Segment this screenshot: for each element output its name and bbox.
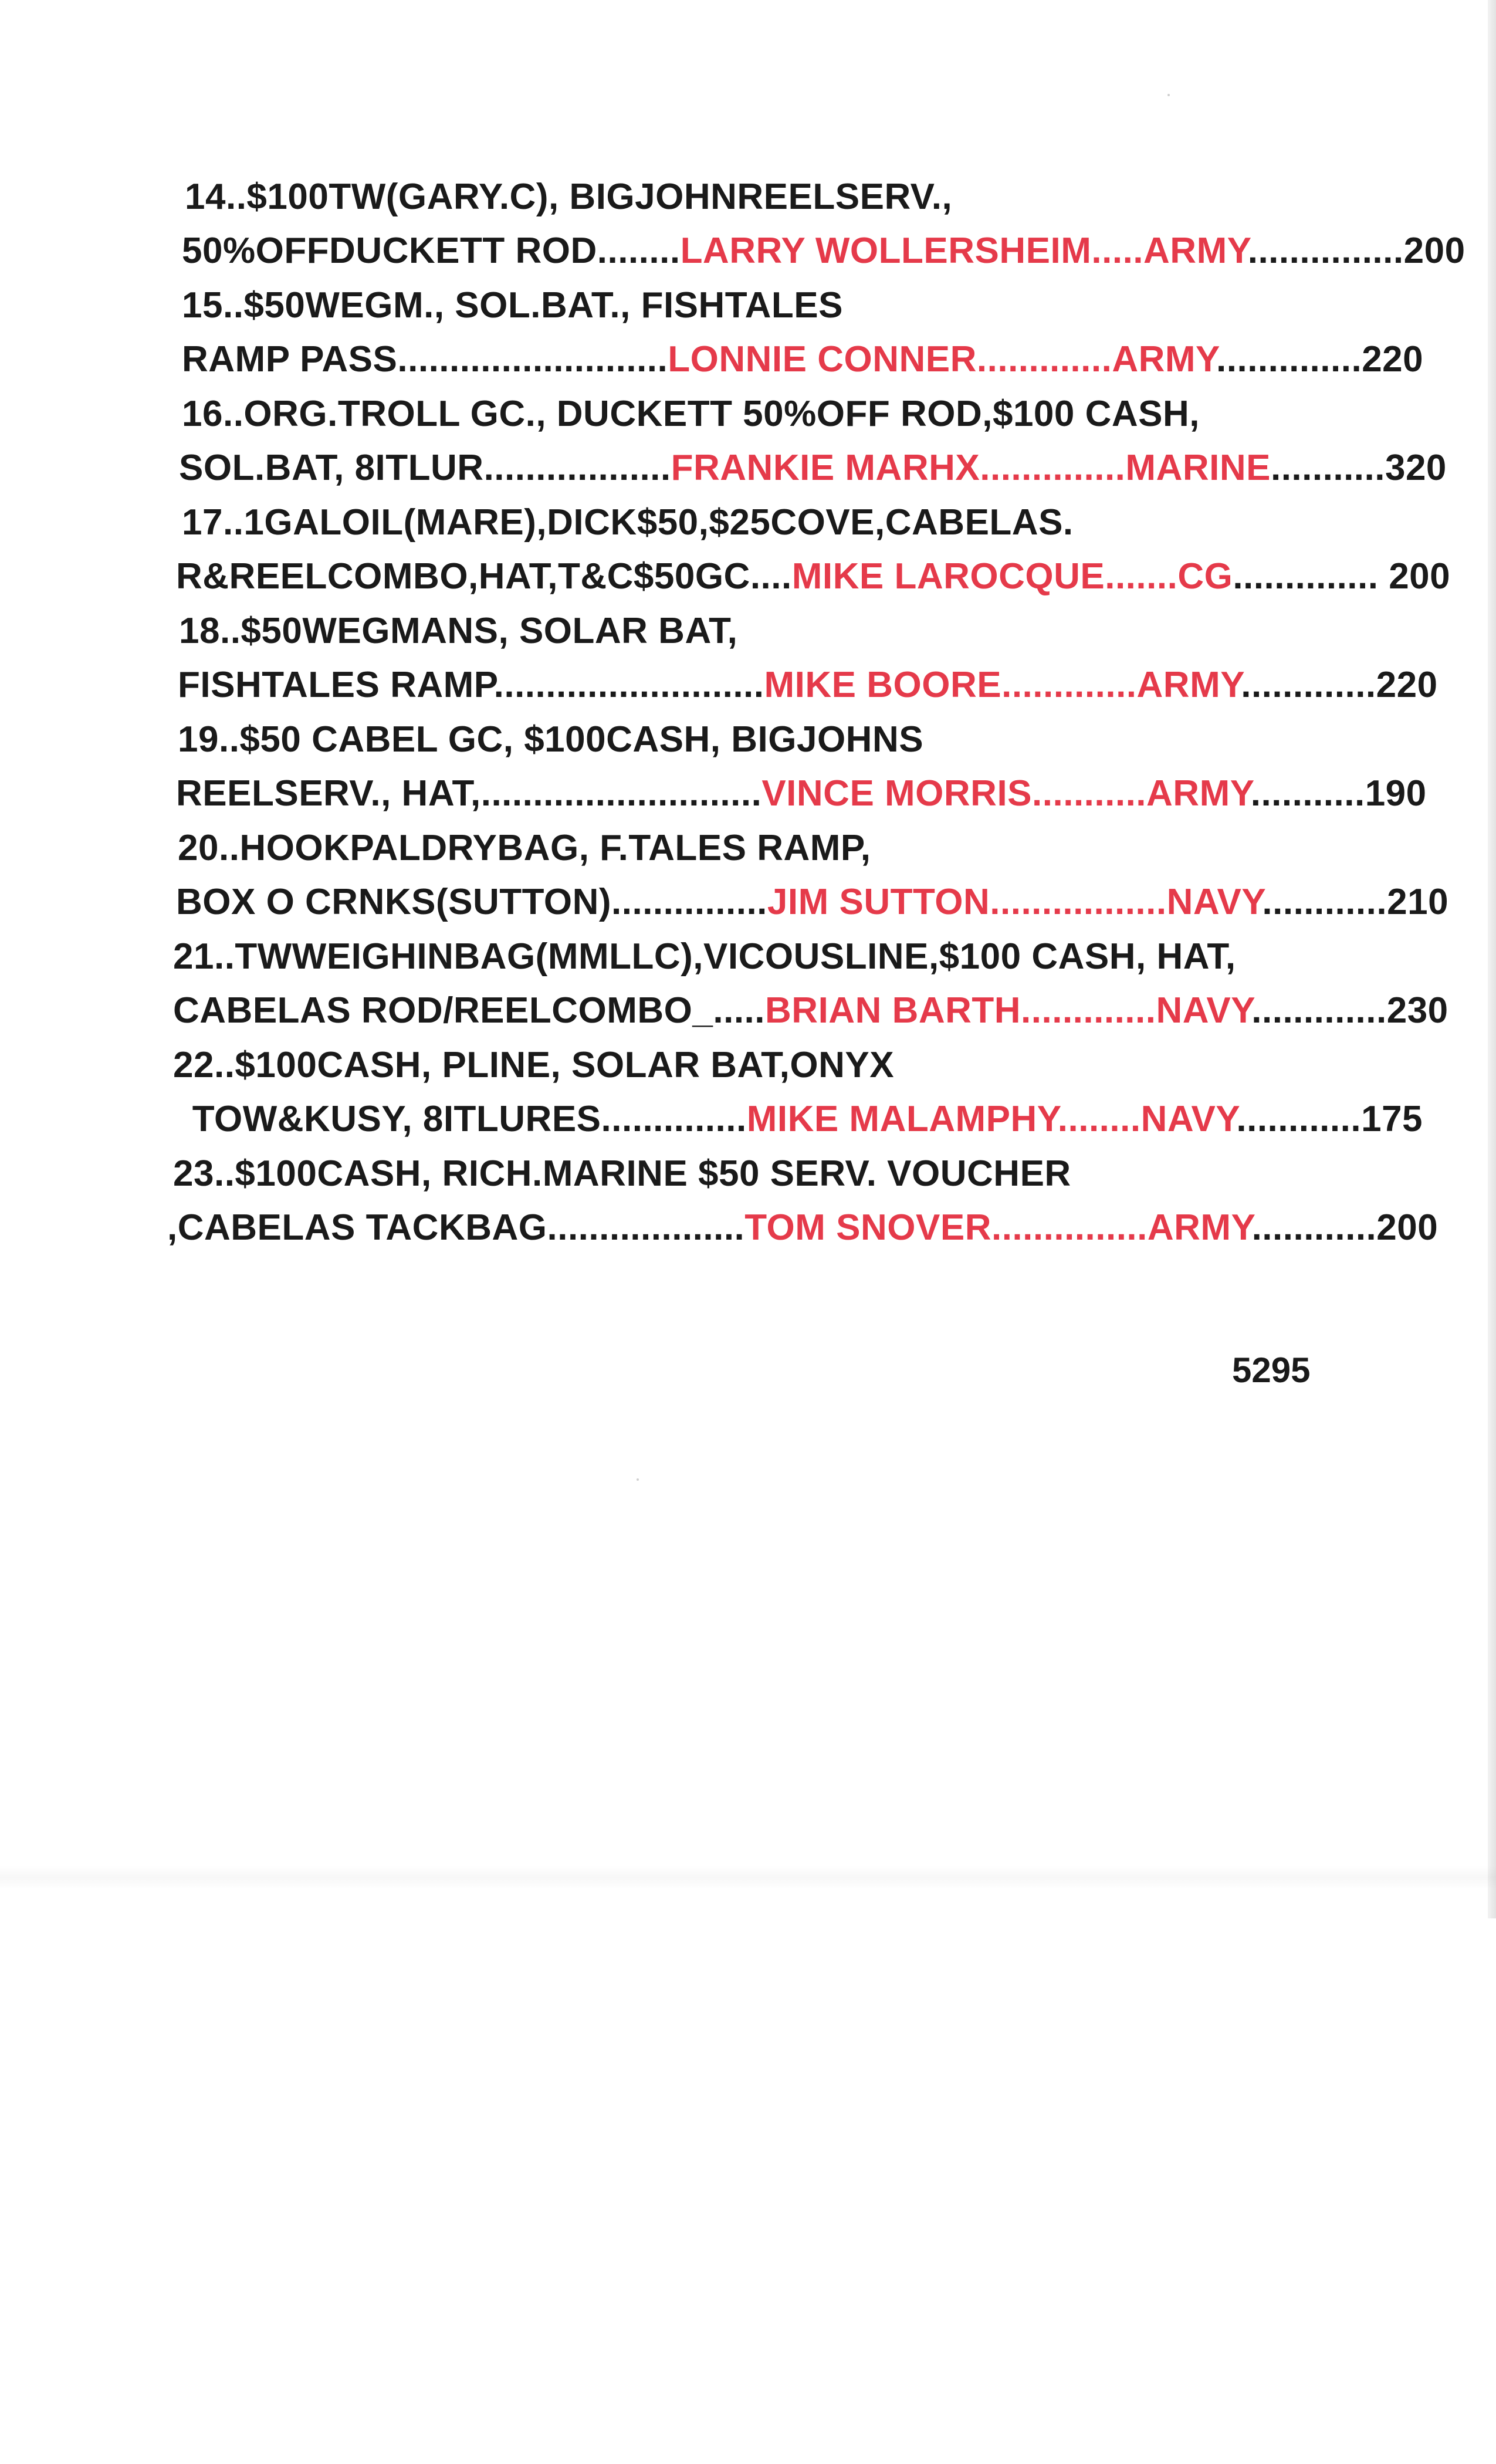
winner-separator: ........... (1032, 773, 1147, 814)
leader-dots: ............ (1236, 1099, 1362, 1139)
entry-winner-line (176, 556, 1450, 598)
military-branch: ARMY (1147, 1207, 1252, 1248)
winner-name: MIKE BOORE (764, 665, 1002, 705)
entry-winner-line (182, 339, 1423, 381)
entry-prize-continuation: R&REELCOMBO,HAT,T&C$50GC.... (176, 556, 792, 597)
entry-winner-line (176, 773, 1427, 815)
entry-winner-line (182, 230, 1465, 272)
points-value: 200 (1389, 556, 1451, 597)
leader-dots: ........... (1270, 448, 1385, 488)
entry-prize-continuation: CABELAS ROD/REELCOMBO_..... (173, 990, 766, 1031)
winner-name: LARRY WOLLERSHEIM (680, 231, 1092, 271)
entry-winner-line (167, 1207, 1438, 1249)
entry-winner-line (173, 990, 1448, 1032)
winner-name: JIM SUTTON (767, 882, 990, 922)
winner-name: VINCE MORRIS (761, 773, 1033, 814)
entry-prize-line: 16..ORG.TROLL GC., DUCKETT 50%OFF ROD,$100 CASH, (182, 394, 1200, 434)
entry-prize-line: 22..$100CASH, PLINE, SOLAR BAT,ONYX (173, 1045, 895, 1085)
military-branch: NAVY (1156, 990, 1252, 1031)
points-value: 220 (1362, 339, 1424, 380)
points-value: 200 (1403, 231, 1465, 271)
entry-winner-line (178, 664, 1438, 706)
scan-edge (1488, 0, 1496, 1918)
leader-dots: .............. (1233, 556, 1389, 597)
leader-dots: ............. (1241, 665, 1376, 705)
winner-separator: ........ (1057, 1099, 1141, 1139)
entry-winner-line (182, 1098, 1423, 1140)
winner-name: MIKE LAROCQUE (791, 556, 1105, 597)
entry-prize-line: 17..1GALOIL(MARE),DICK$50,$25COVE,CABELAS. (182, 502, 1074, 543)
winner-separator: .............. (980, 448, 1126, 488)
entry-prize-continuation: BOX O CRNKS(SUTTON)............... (176, 882, 767, 922)
entry-prize-continuation: RAMP PASS.......................... (182, 339, 668, 380)
points-total: 5295 (1232, 1351, 1311, 1390)
military-branch: ARMY (1112, 339, 1217, 380)
entry-prize-line: 14..$100TW(GARY.C), BIGJOHNREELSERV., (185, 177, 953, 217)
winner-separator: ............... (991, 1207, 1148, 1248)
entry-prize-line: 21..TWWEIGHINBAG(MMLLC),VICOUSLINE,$100 CASH, HAT, (173, 936, 1236, 977)
military-branch: NAVY (1166, 882, 1263, 922)
winner-separator: ....... (1105, 556, 1178, 597)
entry-prize-line: 20..HOOKPALDRYBAG, F.TALES RAMP, (178, 828, 871, 868)
points-value: 210 (1387, 882, 1449, 922)
winner-name: LONNIE CONNER (668, 339, 977, 380)
scan-fold-shadow (0, 1866, 1496, 1889)
points-value: 175 (1361, 1099, 1423, 1139)
leader-dots: ............ (1262, 882, 1387, 922)
entry-prize-continuation: FISHTALES RAMP.......................... (178, 665, 764, 705)
winner-separator: ............. (976, 339, 1112, 380)
entry-winner-line (176, 881, 1448, 923)
winner-separator: ..... (1091, 231, 1144, 271)
points-value: 190 (1365, 773, 1427, 814)
entry-prize-continuation: 50%OFFDUCKETT ROD........ (182, 231, 681, 271)
leader-dots: ............ (1251, 1207, 1377, 1248)
entry-prize-continuation: SOL.BAT, 8ITLUR.................. (179, 448, 671, 488)
military-branch: CG (1177, 556, 1233, 597)
entry-winner-line (179, 447, 1447, 489)
points-value: 320 (1385, 448, 1447, 488)
entry-prize-continuation: REELSERV., HAT,........................... (176, 773, 762, 814)
military-branch: ARMY (1136, 665, 1241, 705)
leader-dots: ........... (1250, 773, 1365, 814)
winner-name: MIKE MALAMPHY (746, 1099, 1058, 1139)
military-branch: MARINE (1125, 448, 1271, 488)
points-value: 230 (1386, 990, 1448, 1031)
leader-dots: ............... (1247, 231, 1404, 271)
points-value: 220 (1376, 665, 1438, 705)
winner-name: BRIAN BARTH (765, 990, 1021, 1031)
entry-prize-line: 23..$100CASH, RICH.MARINE $50 SERV. VOUCHER (173, 1153, 1071, 1194)
points-value: 200 (1376, 1207, 1439, 1248)
military-branch: ARMY (1143, 231, 1248, 271)
winner-separator: ............. (1021, 990, 1156, 1031)
scan-speck (637, 1478, 639, 1481)
scan-speck (1167, 94, 1170, 96)
military-branch: NAVY (1140, 1099, 1237, 1139)
winner-name: FRANKIE MARHX (671, 448, 980, 488)
winner-name: TOM SNOVER (744, 1207, 991, 1248)
leader-dots: ............. (1251, 990, 1387, 1031)
winner-separator: ............. (1001, 665, 1137, 705)
military-branch: ARMY (1146, 773, 1251, 814)
entry-prize-line: 18..$50WEGMANS, SOLAR BAT, (179, 611, 738, 651)
winner-separator: ................. (990, 882, 1167, 922)
entry-prize-line: 15..$50WEGM., SOL.BAT., FISHTALES (182, 285, 843, 326)
entry-prize-continuation: TOW&KUSY, 8ITLURES.............. (182, 1099, 747, 1139)
entry-prize-continuation: ,CABELAS TACKBAG................... (167, 1207, 745, 1248)
leader-dots: .............. (1216, 339, 1362, 380)
entry-prize-line: 19..$50 CABEL GC, $100CASH, BIGJOHNS (178, 719, 924, 760)
